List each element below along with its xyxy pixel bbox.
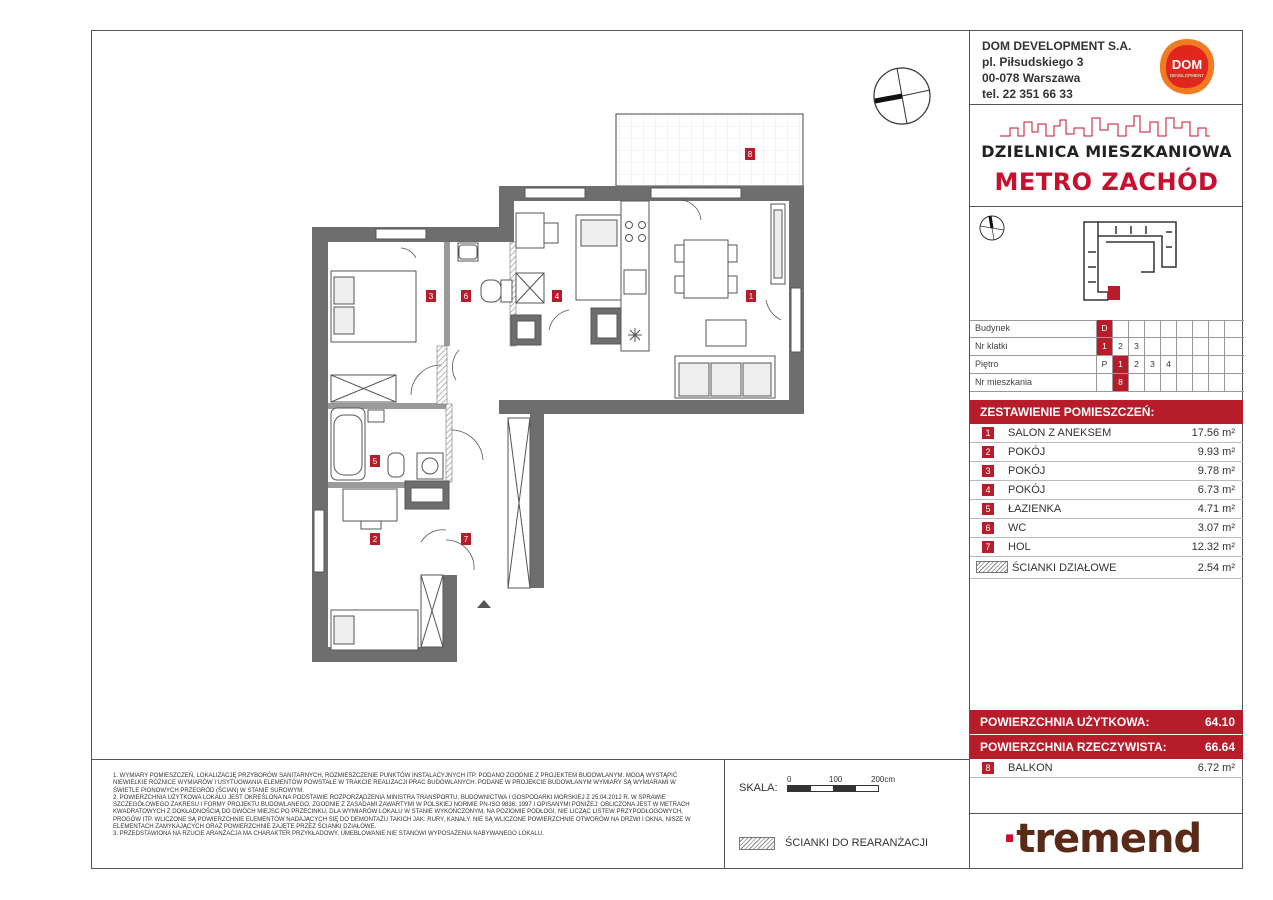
balcony-row <box>970 759 1243 778</box>
walls-area: 2.54 m² <box>1197 562 1235 574</box>
entrance-marker <box>477 600 491 608</box>
scale-tick-0: 0 <box>787 775 792 784</box>
tremend-logo <box>1002 816 1201 862</box>
walls-row <box>970 557 1243 579</box>
room-num: 2 <box>982 446 994 458</box>
klatka-label: Nr klatki <box>975 341 1008 351</box>
pietro-cell-3: 3 <box>1144 356 1160 373</box>
room-name: POKÓJ <box>1008 465 1046 477</box>
room-row <box>970 538 1243 557</box>
skyline-icon <box>1000 112 1210 138</box>
notes <box>113 773 703 839</box>
furniture <box>331 201 785 650</box>
room-num: 1 <box>982 427 994 439</box>
room-area: 9.93 m² <box>1197 446 1235 458</box>
scale-ticks <box>787 775 896 784</box>
marker-6: 6 <box>463 292 469 301</box>
mieszkanie-row <box>970 374 1244 392</box>
room-name: WC <box>1008 522 1027 534</box>
note-2: 2. POWIERZCHNIA UŻYTKOWA LOKALU JEST OKREŚLONA NA PODSTAWIE ROZPORZĄDZENIA MINISTRA TRANSPORTU, BUDOWNICTWA I GOSPODARKI MORSKIEJ Z 25.04.2012 R. W SPRAWIE SZCZEGÓŁOWEGO ZAKRESU I FORMY PROJEKTU BUDOWLANEGO, ZGODNIE Z ZASADAMI ZAWARTYMI W POLSKIEJ NORMIE PN-ISO 9836: 1997 I OPISANYMI PONIŻEJ: OBLICZONA JEST W METRACH KWADRATOWYCH Z DOKŁADNOŚCIĄ DO DWÓCH MIEJSC PO PRZECINKU, DLA WYMIARÓW LOKALU W STANIE WYKOŃCZONYM, NA POZIOMIE PODŁOGI, NIE LICZĄC LISTEW PRZYPODŁOGOWYCH, PROGÓW ITP. WLICZONE SĄ POWIERZCHNIE ELEMENTÓW NADAJĄCYCH SIĘ DO DEMONTAŻU TAKICH JAK: RURY, KANAŁY. NIE SĄ WLICZONE POWIERZCHNIE OTWORÓW NA DRZWI I OKNA, NISZE W ELEMENTACH ZAMYKAJĄCYCH ORAZ POWIERZCHNIE ZAJĘTE PRZEZ ŚCIANKI DZIAŁOWE. <box>113 794 691 831</box>
room-name: SALON Z ANEKSEM <box>1008 427 1112 439</box>
pietro-row <box>970 356 1244 374</box>
building-keyplan <box>976 212 1238 306</box>
pietro-label: Piętro <box>975 359 999 369</box>
scale-tick-200: 200cm <box>871 775 896 784</box>
project-line2: METRO ZACHÓD <box>994 168 1219 196</box>
scale-tick-100: 100 <box>829 775 843 784</box>
logo-subtext: DEVELOPMENT <box>1169 73 1205 78</box>
pietro-cell-1: 1 <box>1112 356 1128 373</box>
room-area: 9.78 m² <box>1197 465 1235 477</box>
room-name: POKÓJ <box>1008 446 1046 458</box>
walls-name: ŚCIANKI DZIAŁOWE <box>1012 562 1117 574</box>
room-num: 4 <box>982 484 994 496</box>
room-num: 3 <box>982 465 994 477</box>
location-table <box>970 320 1244 392</box>
scale-box <box>724 759 970 869</box>
marker-1: 1 <box>748 292 754 301</box>
pietro-cell-4: 4 <box>1160 356 1176 373</box>
room-num: 6 <box>982 522 994 534</box>
budynek-row <box>970 320 1244 338</box>
floor-plan-drawing <box>91 30 970 759</box>
rearrangement-hatch-icon <box>739 837 775 850</box>
marker-3: 3 <box>428 292 434 301</box>
usable-area-row <box>970 710 1243 734</box>
room-row <box>970 443 1243 462</box>
balcony-area: 6.72 m² <box>1197 762 1235 774</box>
company-phone: tel. 22 351 66 33 <box>982 87 1073 101</box>
logo-text: DOM <box>1171 57 1203 72</box>
company-address1: pl. Piłsudskiego 3 <box>982 55 1084 69</box>
marker-2: 2 <box>372 535 378 544</box>
marker-7: 7 <box>463 535 469 544</box>
room-area: 17.56 m² <box>1191 427 1235 439</box>
pietro-cell-2: 2 <box>1128 356 1144 373</box>
marker-8: 8 <box>747 150 753 159</box>
klatka-cell-3: 3 <box>1128 338 1144 355</box>
balcony-name: BALKON <box>1008 762 1053 774</box>
room-area: 6.73 m² <box>1197 484 1235 496</box>
room-row <box>970 500 1243 519</box>
project-line1: DZIELNICA MIESZKANIOWA <box>981 142 1232 161</box>
keyplan-compass-icon <box>980 216 1004 240</box>
klatka-row <box>970 338 1244 356</box>
note-1: 1. WYMIARY POMIESZCZEŃ, LOKALIZACJĘ PRZYBORÓW SANITARNYCH, ROZMIESZCZENIE PUNKTÓW INSTALACYJNYCH ITP. PODANO ZGODNIE Z PROJEKTEM BUDOWLANYM. MOGĄ WYSTĄPIĆ NIEWIELKIE RÓŻNICE WYMIARÓW I USYTUOWANIA ELEMENTÓW POWSTAŁE W TRAKCIE REALIZACJI PRAC BUDOWLANYCH. PODANE W PROJEKCIE BUDOWLANYM WYMIARY SĄ WYMIARAMI W ŚWIETLE PIONOWYCH PRZEGRÓD (ŚCIAN) W STANIE SUROWYM. <box>113 773 678 794</box>
actual-value: 66.64 <box>1204 740 1235 754</box>
company-address2: 00-078 Warszawa <box>982 71 1081 85</box>
marker-5: 5 <box>372 457 378 466</box>
hatch-icon <box>976 561 1008 573</box>
usable-label: POWIERZCHNIA UŻYTKOWA: <box>980 715 1150 729</box>
room-row <box>970 481 1243 500</box>
budynek-label: Budynek <box>975 323 1011 333</box>
room-num: 5 <box>982 503 994 515</box>
marker-4: 4 <box>554 292 560 301</box>
room-name: HOL <box>1008 541 1031 553</box>
rooms-title: ZESTAWIENIE POMIESZCZEŃ: <box>970 400 1243 424</box>
company-name: DOM DEVELOPMENT S.A. <box>982 39 1132 53</box>
compass-icon <box>874 68 930 124</box>
floor-plan <box>91 30 970 759</box>
balcony-num: 8 <box>982 762 994 774</box>
klatka-cell-1: 1 <box>1096 338 1112 355</box>
klatka-cell-2: 2 <box>1112 338 1128 355</box>
room-name: POKÓJ <box>1008 484 1046 496</box>
actual-label: POWIERZCHNIA RZECZYWISTA: <box>980 740 1167 754</box>
info-panel <box>969 30 1243 869</box>
scale-label: SKALA: <box>739 782 778 794</box>
room-name: ŁAZIENKA <box>1008 503 1062 515</box>
room-row <box>970 462 1243 481</box>
budynek-cell-d: D <box>1096 320 1112 337</box>
rearrangement-label: ŚCIANKI DO REARANŻACJI <box>785 837 929 849</box>
company-info <box>982 38 1131 102</box>
usable-value: 64.10 <box>1204 715 1235 729</box>
scale-bar <box>787 785 879 792</box>
mieszkanie-label: Nr mieszkania <box>975 377 1033 387</box>
room-row <box>970 519 1243 538</box>
tremend-name: tremend <box>1016 816 1202 862</box>
tremend-mark: · <box>1002 816 1017 862</box>
room-area: 3.07 m² <box>1197 522 1235 534</box>
room-area: 4.71 m² <box>1197 503 1235 515</box>
mieszkanie-cell-8: 8 <box>1112 374 1128 391</box>
room-row <box>970 424 1243 443</box>
room-area: 12.32 m² <box>1191 541 1235 553</box>
pietro-cell-p: P <box>1096 356 1112 373</box>
actual-area-row <box>970 735 1243 759</box>
room-num: 7 <box>982 541 994 553</box>
balcony <box>616 114 803 186</box>
dom-logo-icon <box>1156 36 1218 98</box>
note-3: 3. PRZEDSTAWIONA NA RZUCIE ARANŻACJA MA CHARAKTER PRZYKŁADOWY, UMEBLOWANIE NIE STANOWI WYPOSAŻENIA NABYWANEGO LOKALU. <box>113 831 544 838</box>
